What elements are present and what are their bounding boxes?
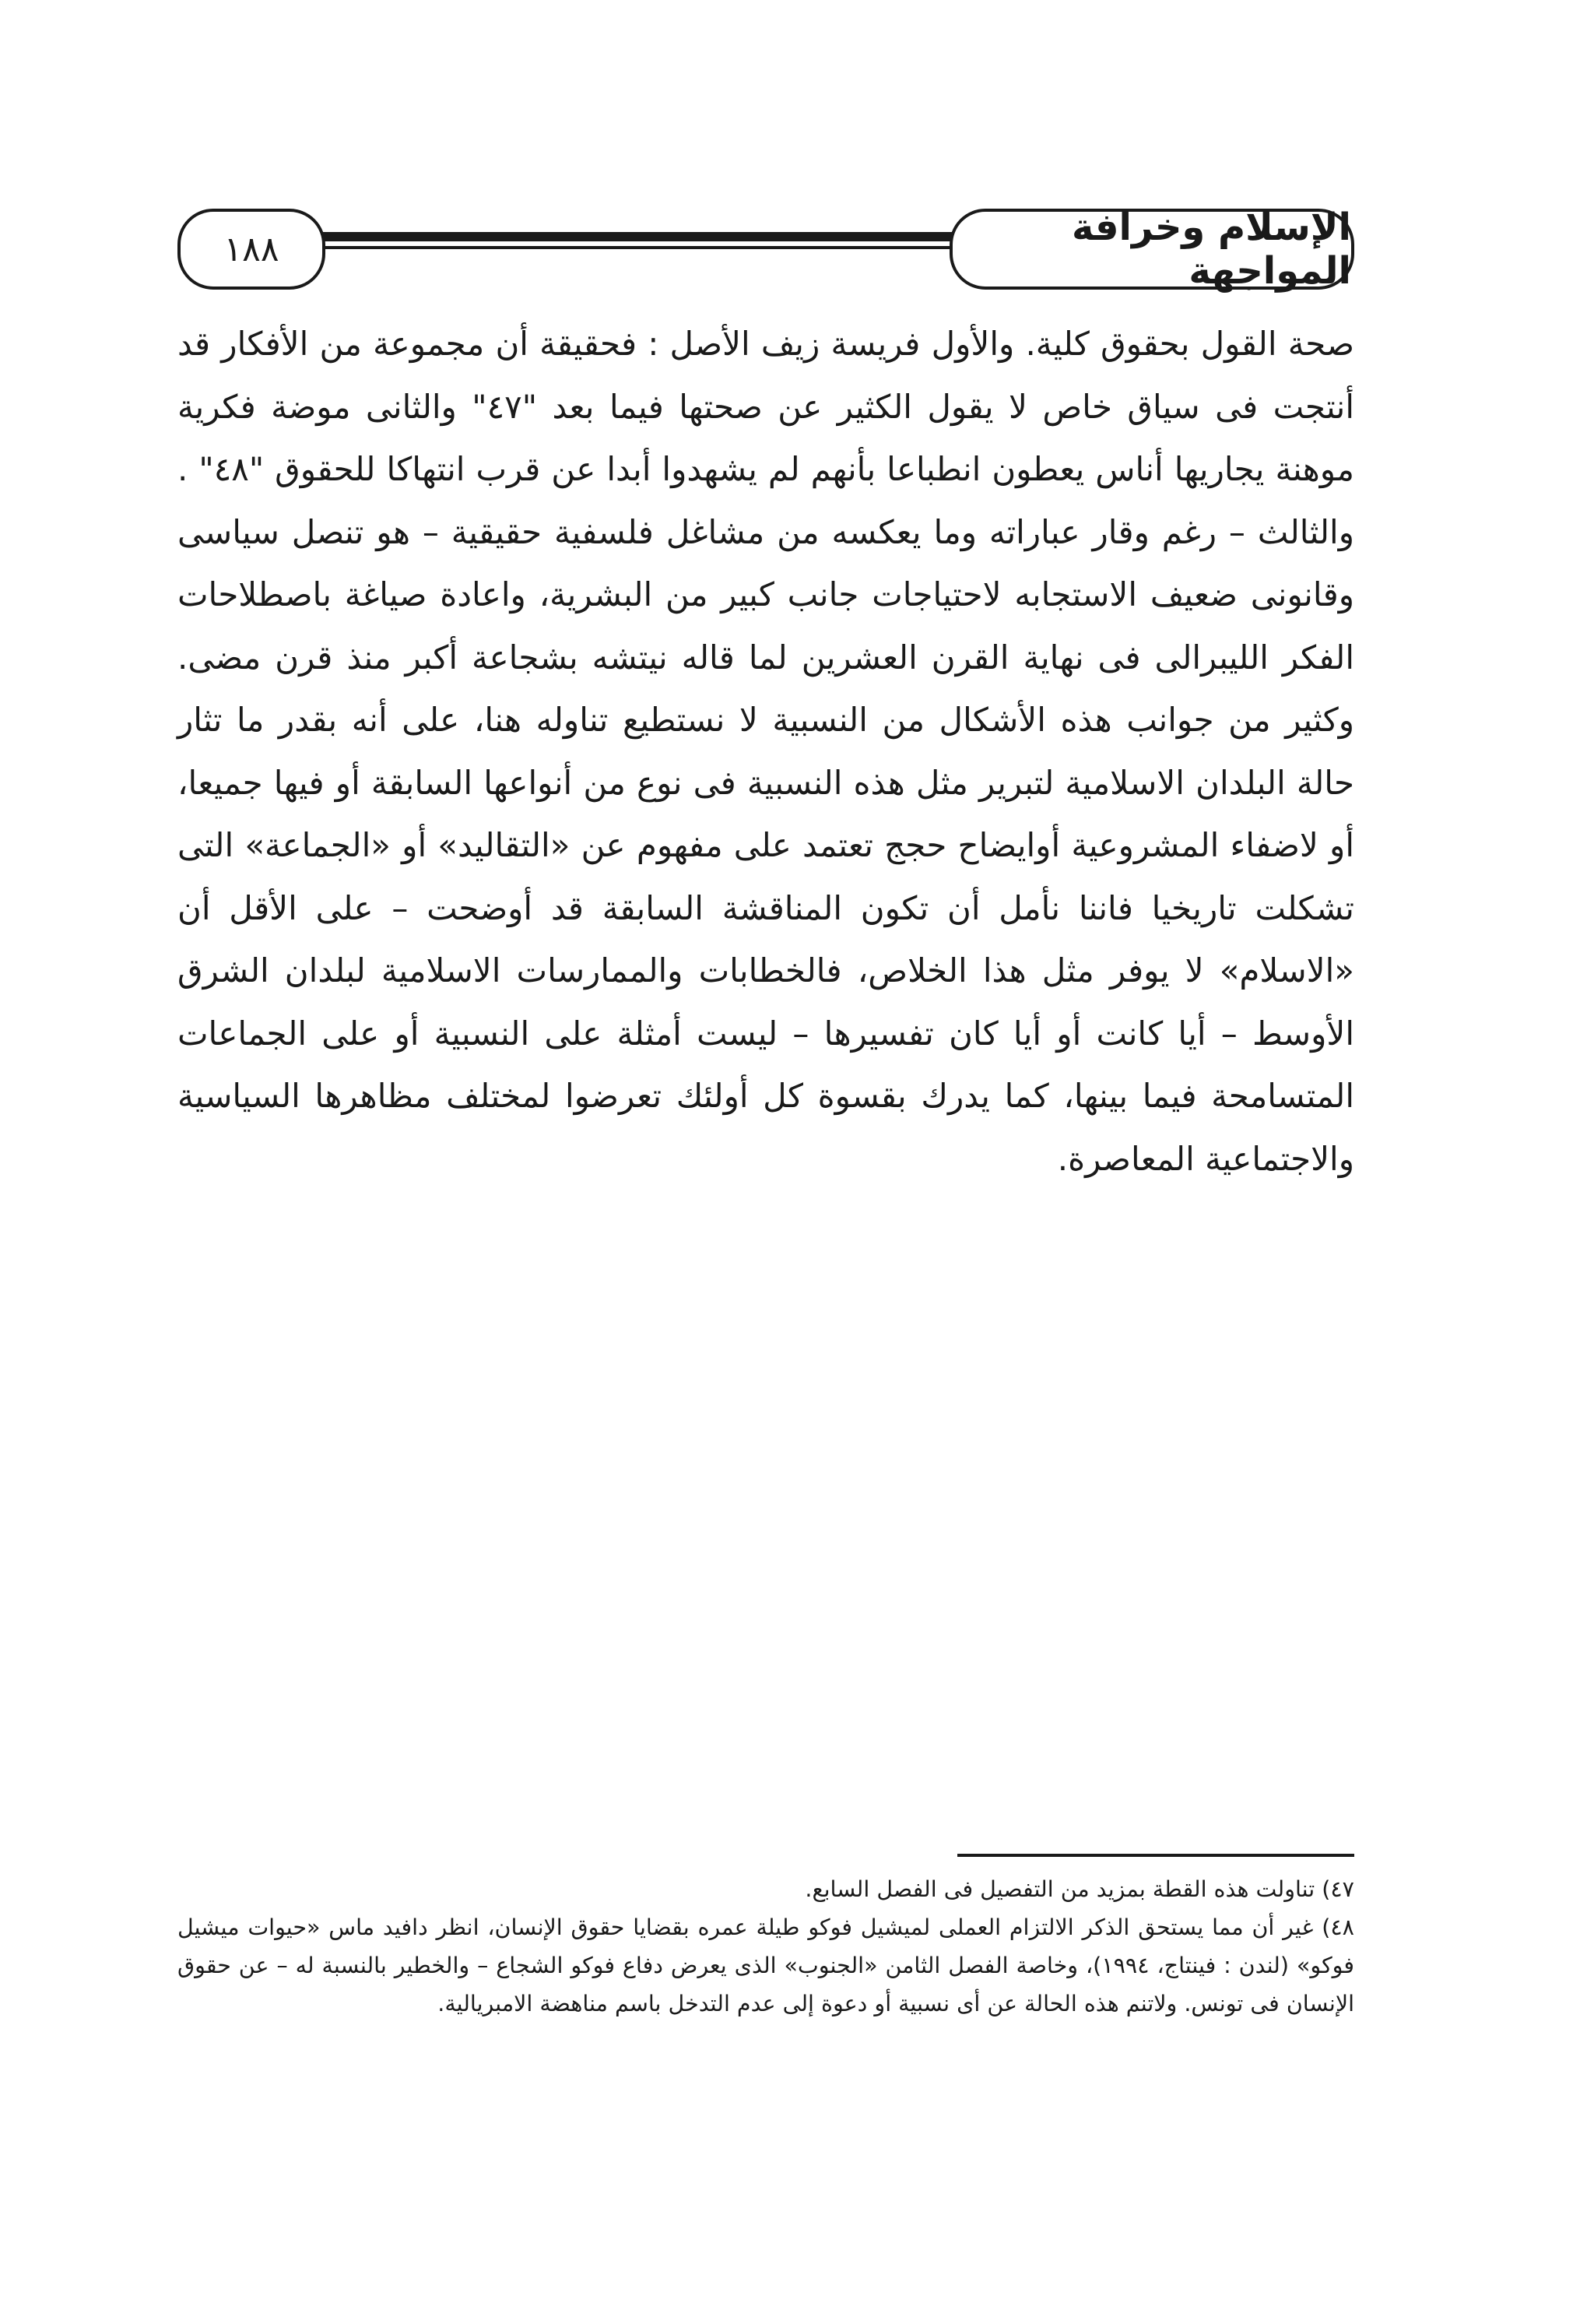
footnote-text: تناولت هذه القطة بمزيد من التفصيل فى الفصل السابع.	[805, 1876, 1315, 1902]
body-paragraph: صحة القول بحقوق كلية. والأول فريسة زيف الأصل : فحقيقة أن مجموعة من الأفكار قد أنتجت فى سياق خاص لا يقول الكثير عن صحتها فيما بعد "٤٧" والثانى موضة فكرية موهنة يجاريها أناس يعطون انطباعا بأنهم لم يشهدوا أبدا عن قرب انتهاكا للحقوق "٤٨" . والثالث – رغم وقار عباراته وما يعكسه من مشاغل فلسفية حقيقية – هو تنصل سياسى وقانونى ضعيف الاستجابه لاحتياجات جانب كبير من البشرية، واعادة صياغة باصطلاحات الفكر الليبرالى فى نهاية القرن العشرين لما قاله نيتشه بشجاعة أكبر منذ قرن مضى. وكثير من جوانب هذه الأشكال من النسبية لا نستطيع تناوله هنا، على أنه بقدر ما تثار حالة البلدان الاسلامية لتبرير مثل هذه النسبية فى نوع من أنواعها السابقة أو فيها جميعا، أو لاضفاء المشروعية أوايضاح حجج تعتمد على مفهوم عن «التقاليد» أو «الجماعة» التى تشكلت تاريخيا فاننا نأمل أن تكون المناقشة السابقة قد أوضحت – على الأقل أن «الاسلام» لا يوفر مثل هذا الخلاص، فالخطابات والممارسات الاسلامية لبلدان الشرق الأوسط – أيا كانت أو أيا كان تفسيرها – ليست أمثلة على النسبية أو على الجماعات المتسامحة فيما بينها، كما يدرك بقسوة كل أولئك تعرضوا لمختلف مظاهرها السياسية والاجتماعية المعاصرة.	[177, 325, 1354, 1178]
footnote-number: ٤٧)	[1322, 1876, 1354, 1902]
footnote-48	[177, 1908, 1354, 2023]
footnote-text: غير أن مما يستحق الذكر الالتزام العملى لميشيل فوكو طيلة عمره بقضايا حقوق الإنسان، انظر دافيد ماس «حيوات ميشيل فوكو» (لندن : فينتاج، ١٩٩٤)، وخاصة الفصل الثامن «الجنوب» الذى يعرض دفاع فوكو الشجاع – والخطير بالنسبة له – عن حقوق الإنسان فى تونس. ولاتنم هذه الحالة عن أى نسبية أو دعوة إلى عدم التدخل باسم مناهضة الامبريالية.	[177, 1914, 1354, 2016]
running-title: الإسلام وخرافة المواجهة	[950, 209, 1354, 290]
footnote-number: ٤٨)	[1322, 1914, 1354, 1940]
footnote-separator	[957, 1854, 1354, 1857]
footnote-47	[177, 1870, 1354, 1908]
page-header	[177, 206, 1354, 294]
header-rule	[322, 232, 953, 241]
page-number: ١٨٨	[177, 209, 325, 290]
footnotes	[177, 1870, 1354, 2023]
body-text	[177, 313, 1354, 1190]
header-rule-thin	[322, 246, 953, 249]
